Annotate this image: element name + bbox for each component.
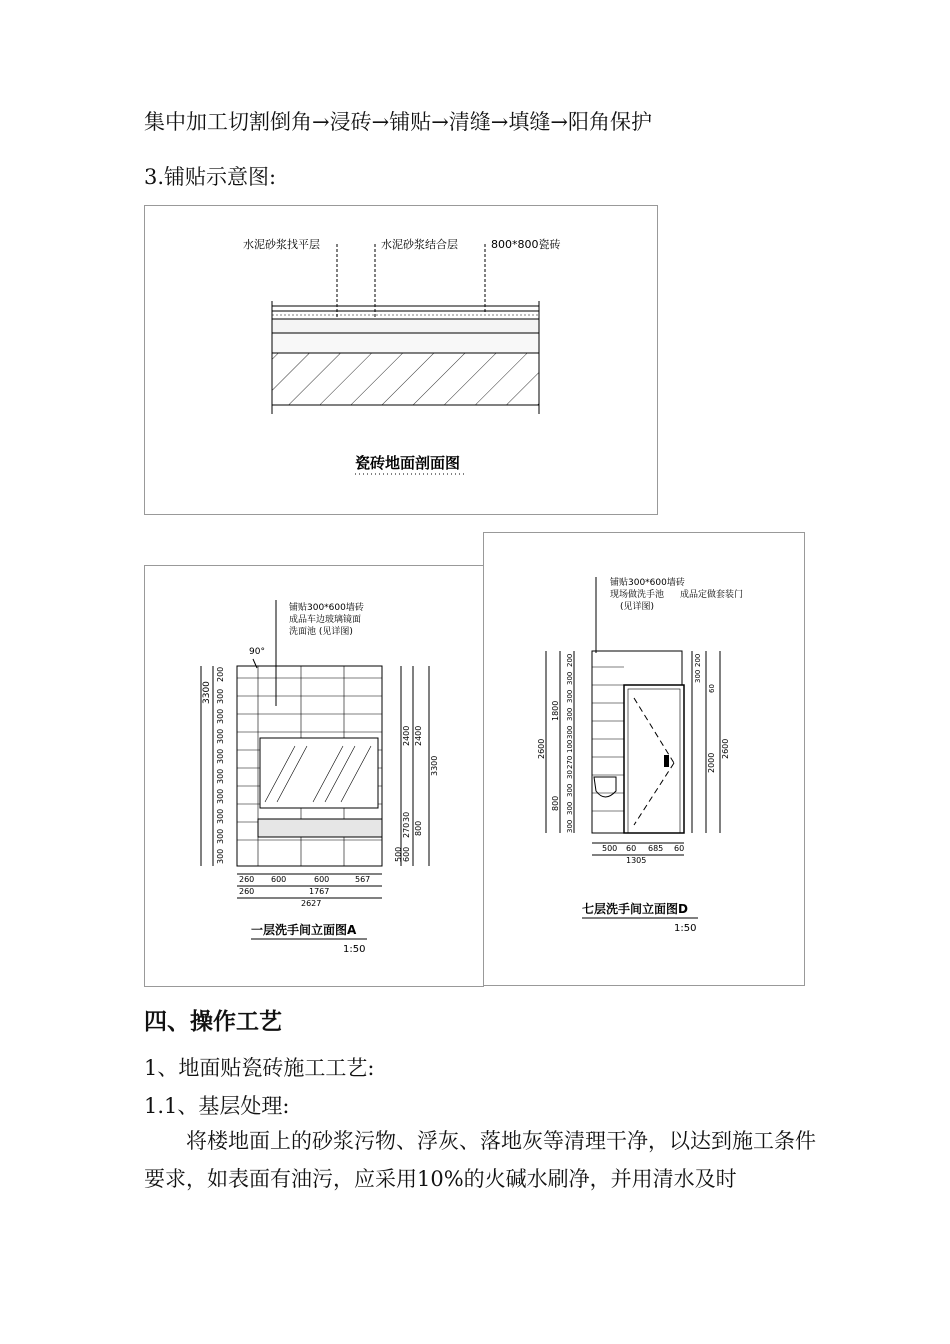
fig2-right-a-3: 270 (402, 822, 411, 838)
fig1-title: 瓷砖地面剖面图 (355, 454, 461, 472)
fig3-right-sub-2: 2000 (707, 752, 716, 773)
floor-section-figure (144, 205, 658, 515)
fig2-right-b-2: 800 (414, 820, 423, 836)
fig3-left-sub-2: 800 (551, 795, 560, 811)
elevation-a-drawing (145, 566, 483, 986)
elevation-d-figure (483, 532, 805, 986)
fig2-right-a-4: 600 (402, 846, 411, 862)
fig2-note-mirror: 成品车边玻璃镜面 (289, 615, 362, 625)
fig2-bottom-5: 260 (239, 887, 255, 896)
fig3-right-dim-3: 60 (708, 684, 716, 693)
process-flow-text: 集中加工切割倒角→浸砖→铺贴→清缝→填缝→阳角保护 (144, 110, 652, 134)
fig3-bottom-total: 1305 (626, 856, 647, 865)
base-treatment-paragraph: 将楼地面上的砂浆污物、浮灰、落地灰等清理干净，以达到施工条件要求，如表面有油污，应采用10%的火碱水刷净，并用清水及时 (144, 1129, 816, 1191)
fig2-bottom-1: 260 (239, 875, 255, 884)
fig2-left-dim-6: 300 (216, 768, 225, 784)
fig2-left-dim-8: 300 (216, 808, 225, 824)
fig2-right-b-3: 500 (394, 846, 403, 862)
fig2-left-dim-4: 300 (216, 728, 225, 744)
fig2-scale: 1:50 (343, 944, 366, 955)
fig2-right-total: 3300 (430, 755, 439, 776)
fig1-label-bonding: 水泥砂浆结合层 (381, 238, 458, 251)
floor-section-drawing (145, 206, 657, 514)
elevation-a-figure (144, 565, 484, 987)
fig2-bottom-4: 567 (355, 875, 371, 884)
fig3-left-dim-5: 300 (566, 725, 574, 739)
fig3-left-dim-9: 300 (566, 783, 574, 797)
fig2-left-dim-10: 300 (216, 848, 225, 864)
fig2-title: 一层洗手间立面图A (251, 923, 357, 937)
fig3-note-basin: 现场做洗手池 (610, 590, 665, 600)
fig2-left-dim-3: 300 (216, 708, 225, 724)
fig3-left-dim-6: 100 (566, 739, 574, 753)
fig3-note-door: 成品定做套装门 (680, 590, 744, 600)
diagram-heading: 3.铺贴示意图: (144, 165, 277, 189)
fig1-label-leveling: 水泥砂浆找平层 (243, 238, 320, 251)
fig3-left-dim-7: 270 (566, 755, 574, 769)
fig3-title: 七层洗手间立面图D (582, 902, 688, 916)
fig3-right-dim-2: 300 (694, 669, 702, 683)
fig1-label-tile: 800*800瓷砖 (491, 238, 561, 251)
fig2-note-basin: 洗面池 (见详图) (289, 627, 353, 637)
fig2-angle: 90° (249, 647, 265, 657)
fig3-left-dim-3: 300 (566, 689, 574, 703)
fig3-bottom-4: 60 (674, 844, 685, 853)
fig2-note-wall-tile: 铺贴300*600墙砖 (289, 603, 364, 613)
fig3-bottom-1: 500 (602, 844, 618, 853)
fig2-bottom-6: 1767 (309, 887, 330, 896)
fig3-left-dim-10: 300 (566, 801, 574, 815)
elevation-d-drawing (484, 533, 804, 985)
fig2-left-dim-9: 300 (216, 828, 225, 844)
fig2-left-dim-7: 300 (216, 788, 225, 804)
fig2-right-a-1: 2400 (402, 725, 411, 746)
fig3-left-dim-4: 300 (566, 707, 574, 721)
fig3-note-basin-detail: (见详图) (620, 602, 655, 612)
fig2-left-dim-5: 300 (216, 748, 225, 764)
fig3-bottom-2: 60 (626, 844, 637, 853)
fig2-right-b-1: 2400 (414, 725, 423, 746)
fig3-bottom-3: 685 (648, 844, 664, 853)
fig2-bottom-total: 2627 (301, 899, 322, 908)
fig3-left-sub-1: 1800 (551, 700, 560, 721)
fig2-bottom-3: 600 (314, 875, 330, 884)
fig3-left-total: 2600 (537, 738, 546, 759)
fig3-left-dim-2: 300 (566, 671, 574, 685)
section-heading: 四、操作工艺 (144, 1009, 282, 1035)
sub-heading-base-treatment: 1.1、基层处理: (144, 1094, 290, 1118)
fig2-bottom-2: 600 (271, 875, 287, 884)
fig3-left-dim-1: 200 (566, 653, 574, 667)
fig2-right-a-2: 30 (402, 811, 411, 822)
fig2-left-total: 3300 (202, 681, 212, 704)
sub-heading-floor-tiling: 1、地面贴瓷砖施工工艺: (144, 1056, 375, 1080)
fig3-right-dim-1: 200 (694, 653, 702, 667)
fig3-right-sub-1: 2600 (721, 738, 730, 759)
fig2-left-dim-2: 300 (216, 688, 225, 704)
fig2-left-dim-1: 200 (216, 666, 225, 682)
fig3-scale: 1:50 (674, 923, 697, 934)
fig3-left-dim-11: 300 (566, 819, 574, 833)
fig3-note-wall-tile: 铺贴300*600墙砖 (610, 578, 685, 588)
fig3-left-dim-8: 30 (566, 770, 574, 779)
